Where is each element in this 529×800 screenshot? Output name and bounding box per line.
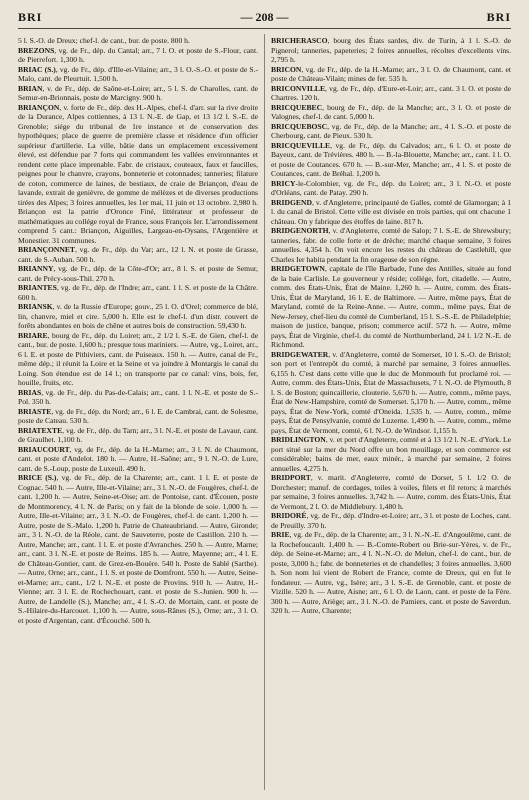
entry-text: , v. forte de Fr., dép. des H.-Alpes, chef-l. d'arr. sur la rive droite de la Durance, Alpes cottiennes, à 13 l. N.-E. de Gap, et 13 1/2 l. S.-E. de Grenoble; siége du tribunal de 1re instance et de conservation des hypothèques; place de guerre de première classe et résidence d'un officier supérieur d'artillerie. La ville, bâtie dans un emplacement excessivement élevé, est défendue par 7 forts qui commandent les vallées environnantes et rendent cette place imprenable. Fabr. de cristaux, couteaux, faux et faucilles, peignes pour le chanvre, crayons, bonneterie et cotonnades; tanneries; filature de coton, commerce de laines, de bestiaux, de craie de Briançon, d'eau de lavande, extrait de genièvre, de gomme de mélèzes et de diverses productions tirées des Alpes; 3 foires annuelles, les 1er mai, 11 juin et 13 octobre. 2,980 h. Briançon est la patrie d'Oronce Finé, littérateur et professeur de mathématiques au collége royal de France, sous François Ier. L'arrondissement comprend 5 cant.: Briançon, Aiguilles, Largeau-en-Oysans, l'Argentière et Monestier. 31 communes. xyxy=(18,102,258,245)
entry-headword: BRIDPORT xyxy=(271,473,311,482)
dictionary-entry xyxy=(18,245,258,264)
entry-headword: BRIATEXTE xyxy=(18,425,63,435)
dictionary-entry xyxy=(271,435,511,473)
entry-headword: BRICON xyxy=(271,64,302,74)
entry-text: , v. d'Angleterre, principauté de Galles, comté de Glamorgan; à 1 l. du canal de Bristol. Cette ville est divisée en trois parties, qui ont chacune 1 château. On y fabrique des étoffes de laine. 817 h. xyxy=(271,197,511,226)
entry-headword: BRIE xyxy=(271,530,290,539)
left-column xyxy=(18,36,258,788)
dictionary-entry xyxy=(18,426,258,445)
entry-text: , vg. de Fr., dép. d'Ille-et-Vilaine; arr., 3 l. O.-S.-O. et poste de S.-Malo, cant. de Pleurtuit. 1,500 h. xyxy=(18,64,258,83)
entry-headword: BRIAUCOURT xyxy=(18,444,70,454)
entry-headword: BRIANÇON xyxy=(18,102,60,112)
entry-text: , vg. de Fr., dép. du Nord; arr., 6 l. E. de Cambrai, cant. de Solesme, poste de Cateau. 530 h. xyxy=(18,406,258,425)
entry-text: , vg. de Fr., dép. de la H.-Marne; arr., 3 l. N. de Chaumont, cant. et poste d'Andelot. 180 h. — Autre, H.-Saône; arr., 9 l. N.-O. de Lure, cant. de S.-Loup, poste de Luxeuil. 490 h. xyxy=(18,444,258,473)
entry-headword: BRIDLINGTON xyxy=(271,435,326,444)
entry-headword: BRIDORÉ xyxy=(271,511,307,520)
entry-headword: BRIDGETOWN xyxy=(271,264,325,273)
dictionary-entry xyxy=(271,103,511,122)
running-head-left: BRI xyxy=(18,10,43,24)
dictionary-entry xyxy=(18,65,258,84)
page-header xyxy=(18,8,511,28)
running-head-right: BRI xyxy=(486,10,511,24)
dictionary-entry xyxy=(18,84,258,103)
dictionary-entry xyxy=(271,350,511,436)
entry-text: , vg. de Fr., dép. de la Charente; arr., cant. 1 l. E. et poste de Cognac. 540 h. — Autre, Ille-et-Vilaine; arr., 3 l. N.-O. de Fougères, chef-l. de cant. 1,200 h. — Autre, Seine-et-Oise; arr. de Pontoise, cant. d'Écouen, poste de Montmorency, 4 l. N. de Paris; on y fait de la blonde de soie. 1,000 h. — Autre, Ille-et-Vilaine; arr., 3 l. N.-O. de Fougères, chef-l. de cant. 1,200 h. — Autre, poste de S.-Malo. 1,200 h. Patrie de Chateaubriand. — Autre, Gironde; arr., 3 l. N.-O. de la Réole, cant. de Sauveterre, poste de Castillon. 210 h. — Autre, Manche; arr., cant. 1 l. E. et poste d'Avranches. 250 h. — Autre, Marne; arr., cant. 3 l. N.-E. et poste de Reims. 185 h. — Autre, Mayenne; arr., 4 l. E. de Château-Gontier, cant. de Grez-en-Bouère. 540 h. Poste de Sablé (Sarthe). — Autre, Orne; arr., cant., 1 l. S. et poste de Domfront. 550 h. — Autre, Seine-et-Marne; arr., cant., 1/2 l. N.-E. et poste de Provins. 910 h. — Autre, H.-Vienne; arr. 3 l. E. de Rochechouart, cant. et poste de S.-Junien. 900 h. — Autre, de Landelle (S.), Manche; arr., 4 l. S.-O. de Mortain, cant. et poste de S.-Hilaire-du-Harcouet. 1,100 h. — Autre, sous-Rânes (S.), Orne; arr., 3 l. O. et poste d'Argentan, cant. d'Écouché. 500 h. xyxy=(18,473,258,625)
dictionary-entry xyxy=(18,103,258,246)
entry-text: , v. de Fr., dép. de Saône-et-Loire; arr., 5 l. S. de Charolles, cant. de Semur-en-Brionnais, poste de Marcigny. 900 h. xyxy=(18,83,258,102)
column-divider xyxy=(264,34,265,790)
entry-text: 5 l. S.-O. de Dreux; chef-l. de cant., bur. de poste. 800 h. xyxy=(18,36,190,45)
dictionary-entry xyxy=(18,445,258,474)
entry-headword: BRICQUEBOSC xyxy=(271,121,328,131)
entry-text: , vg. de Fr., dép. du Var; arr., 12 l. N. et poste de Grasse, cant. de S.-Auban. 500 h. xyxy=(18,245,258,264)
dictionary-entry xyxy=(18,264,258,283)
dictionary-entry xyxy=(18,388,258,407)
entry-headword: BRIARE xyxy=(18,330,48,340)
entry-text: , vg. de Fr., dép. de la Côte-d'Or; arr., 8 l. S. et poste de Semur, cant. de Précy-sous-Thil. 270 h. xyxy=(18,264,258,283)
entry-headword: BRIANTES xyxy=(18,283,57,292)
entry-text: , v. d'Angleterre, comté de Somerset, 10 l. S.-O. de Bristol; son port et l'entrepôt du comté, à marché par semaine, 3 foires annuelles. 6,155 h. C'est dans cette ville que le duc de Monmouth fut proclamé roi. — Autre, comm. des États-Unis, État de Massachusets, 7 l. N.-O. de Plymouth, 8 l. S. de Boston; quincaillerie, clouterie. 5,670 h. — Autre, comm., même pays, État de New-Hampshire, comté de Somerset. 5,170 h. — Autre, comm., même pays, État de New-York, comté d'Oneida. 1,535 h. — Autre, comm., même pays, État de Pensylvanie, comté de Luzerne. 1,490 h. — Autre, comm., même pays, État de Vermont, comté, 6 l. N.-O. de Windsor. 1,155 h. xyxy=(271,349,511,435)
dictionary-entry xyxy=(18,331,258,388)
entry-headword: BRICONVILLE xyxy=(271,83,326,93)
dictionary-entry xyxy=(271,264,511,350)
dictionary-entry xyxy=(18,46,258,65)
entry-headword: BRIDGEWATER xyxy=(271,349,329,359)
entry-text: , vg. de Fr., dép. d'Indre-et-Loire; arr., 3 l. et poste de Loches, cant. de Preuilly. 370 h. xyxy=(271,511,511,530)
dictionary-entry xyxy=(271,84,511,103)
entry-headword: BRIASTE xyxy=(18,406,52,416)
dictionary-entry xyxy=(18,283,258,302)
entry-text: , vg. de Fr., dép. du Cantal; arr., 7 l. O. et poste de S.-Flour, cant. de Pierrefort. 1,300 h. xyxy=(18,45,258,64)
dictionary-entry xyxy=(271,179,511,198)
entry-headword: BRIAS xyxy=(18,387,42,397)
entry-text: , v. d'Angleterre, comté de Salop; 7 l. S.-E. de Shrewsbury; tanneries, fabr. de colle forte et de drèche; marché chaque semaine, 3 foires annuelles. 4,354 h. On voit encore les restes du château de Castlehill, que Charles Ier habita pendant la fin orageuse de son règne. xyxy=(271,226,511,264)
entry-text: , vg. de Fr., dép. de la H.-Marne; arr., 3 l. O. de Chaumont, cant. et poste de Château-Vilain; mines de fer. 535 h. xyxy=(271,64,511,83)
dictionary-entry xyxy=(271,122,511,141)
header-rule xyxy=(18,28,511,29)
dictionary-entry xyxy=(18,407,258,426)
dictionary-entry xyxy=(271,36,511,65)
dictionary-entry xyxy=(18,473,258,625)
entry-text: , capitale de l'île Barbade, l'une des Antilles, située au fond de la baie Carlisle. Le gouverneur y réside; collége, fort, citadelle. — Autre, comm. des États-Unis, État de Maine. 1,260 h. — Autre, comm. des États-Unis, État de Maryland, 16 l. E. de Baltimore. — Autre, même pays, État de Maryland, comté de la Reine-Anne. — Autre, comm., même pays, État de New-Jersey, chef-lieu du comté de Cumberland, 15 l. S.-S.-E. de Philadelphie; maison de justice, banque, prison; commerce actif. 572 h. — Autre, même pays, État de Virginie, chef-l. du comté de Northumberland, 24 l. 1/2 N.-E. de Richmond. xyxy=(271,264,511,349)
entry-text: -le-Colombier, vg. de Fr., dép. du Loiret; arr., 3 l. N.-O. et poste d'Orléans, cant. de Patay. 290 h. xyxy=(271,178,511,197)
entry-text: , bourg de Fr., dép. de la Manche; arr., 3 l. O. et poste de Valognes, chef-l. de cant. 5,000 h. xyxy=(271,102,511,121)
entry-headword: BREZONS xyxy=(18,45,55,55)
entry-text: , v. et port d'Angleterre, comté et à 13 1/2 l. N.-E. d'York. Le port situé sur la mer du Nord offre un bon mouillage, et son commerce est considérable; bains de mer, eaux minér., à marché par semaine, 2 foires annuelles. 4,275 h. xyxy=(271,435,511,473)
page-number: — 208 — xyxy=(240,10,289,24)
entry-text: , vg. de Fr., dép. du Pas-de-Calais; arr., cant. 1 l. N.-E. et poste de S.-Pol. 350 h. xyxy=(18,387,258,406)
entry-headword: BRICE (S.) xyxy=(18,473,57,482)
entry-headword: BRIDGENORTH xyxy=(271,226,329,235)
entry-text: , vg. de Fr., dép. de l'Indre; arr., cant. 1 l. S. et poste de la Châtre. 600 h. xyxy=(18,283,258,302)
entry-headword: BRIDGEND xyxy=(271,197,312,207)
entry-headword: BRICQUEBEC xyxy=(271,102,323,112)
entry-headword: BRICY xyxy=(271,178,296,188)
entry-text: , bourg de Fr., dép. du Loiret; arr., 2 1/2 l. S.-E. de Gien, chef-l. de cant., bur. de poste. 1,600 h.; presque tous mariniers. — Autre, vg., Loiret, arr., 6 l. E. et poste de Pithiviers, cant. de Puiseaux. 150 h. — Autre, canal de Fr., même dép.; il réunit la Loire et la Seine et va joindre à Montargis le canal du Loing. Son étendue est de 14 l.; on transporte par ce canal: vins, bois, fer, houille, fruits, etc. xyxy=(18,330,258,387)
dictionary-entry xyxy=(18,36,258,46)
dictionary-entry xyxy=(18,302,258,331)
entry-text: , vg. de Fr., dép. d'Eure-et-Loir; arr., cant. 3 l. O. et poste de Chartres. 120 h. xyxy=(271,83,511,102)
entry-text: , bourg des États sardes, div. de Turin, à 1 l. S.-O. de Pignerol; tanneries, papeteries; 2 foires annuelles, récoltes d'excellents vins. 2,795 h. xyxy=(271,36,511,64)
dictionary-entry xyxy=(271,511,511,530)
dictionary-entry xyxy=(271,530,511,616)
dictionary-entry xyxy=(271,141,511,179)
entry-headword: BRICQUEVILLE xyxy=(271,140,331,150)
entry-text: , vg. de Fr., dép. du Tarn; arr., 3 l. N.-E. et poste de Lavaur, cant. de Graulhet. 1,100 h. xyxy=(18,425,258,444)
entry-headword: BRIAC (S.) xyxy=(18,64,56,74)
entry-text: , vg. de Fr., dép. du Calvados; arr., 6 l. O. et poste de Bayeux, cant. de Trévières. 480 h. — B.-la-Blouette, Manche; arr., cant. 1 l. O. et poste de Coutances. 670 h. — B.-sur-Mer, Manche; arr., 4 l. S. et poste de Coutances, cant. de Bréhal. 1,200 h. xyxy=(271,140,511,178)
entry-headword: BRIANSK xyxy=(18,302,53,311)
entry-text: , v. marit. d'Angleterre, comté de Dorset, 5 l. 1/2 O. de Dorchester; manuf. de cordages, toiles à voiles, filets et fil retors; à marchés par semaine, 3 foires annuelles. 3,742 h. — Autre, comm. des États-Unis, État de Vermont, 2 l. O. de Middlebury. 1,480 h. xyxy=(271,473,511,511)
dictionary-entry xyxy=(271,226,511,264)
dictionary-entry xyxy=(271,473,511,511)
entry-text: , vg. de Fr., dép. de la Charente; arr., 3 l. N.-N.-E. d'Angoulême, cant. de la Rochefoucault. 1,400 h. — B.-Comte-Robert ou Brie-sur-Yères, v. de Fr., dép. de Seine-et-Marne; arr., 4 l. N.-N.-O. de Melun, chef-l. de cant., bur. de poste, 3,000 h.; fabr. de bonneteries et de chandelles; 3 foires annuelles. 3,600 h. Son nom lui vient de Robert de France, comte de Dreux, qui en fut le fondateur. — Autre, vg., Isère; arr., 3 l. S.-E. de Grenoble, cant. et poste de Vizille. 520 h. — Autre, Aisne; arr., 6 l. O. de Laon, cant. et poste de la Fère. 300 h. — Autre, Ariège; arr., 3 l. N.-O. de Pamiers, cant. et poste de Saverdun. 320 h. — Autre, Charente; xyxy=(271,530,511,615)
entry-headword: BRIANÇONNET xyxy=(18,245,75,254)
right-column xyxy=(271,36,511,788)
dictionary-entry xyxy=(271,65,511,84)
entry-headword: BRIANNY xyxy=(18,264,54,273)
dictionary-entry xyxy=(271,198,511,227)
entry-headword: BRICHERASCO xyxy=(271,36,328,45)
entry-text: , v. de la Russie d'Europe; gouv., 25 l. O. d'Orel; commerce de blé, lin, chanvre, miel et cire. 5,000 h. Elle est le chef-l. d'un distr. couvert de forêts abondantes en bois de chêne et autres bois de construction. 59,430 h. xyxy=(18,302,258,330)
entry-headword: BRIAN xyxy=(18,83,43,93)
entry-text: , vg. de Fr., dép. de la Manche; arr., 4 l. S.-O. et poste de Cherbourg, cant. de Pieux. 530 h. xyxy=(271,121,511,140)
